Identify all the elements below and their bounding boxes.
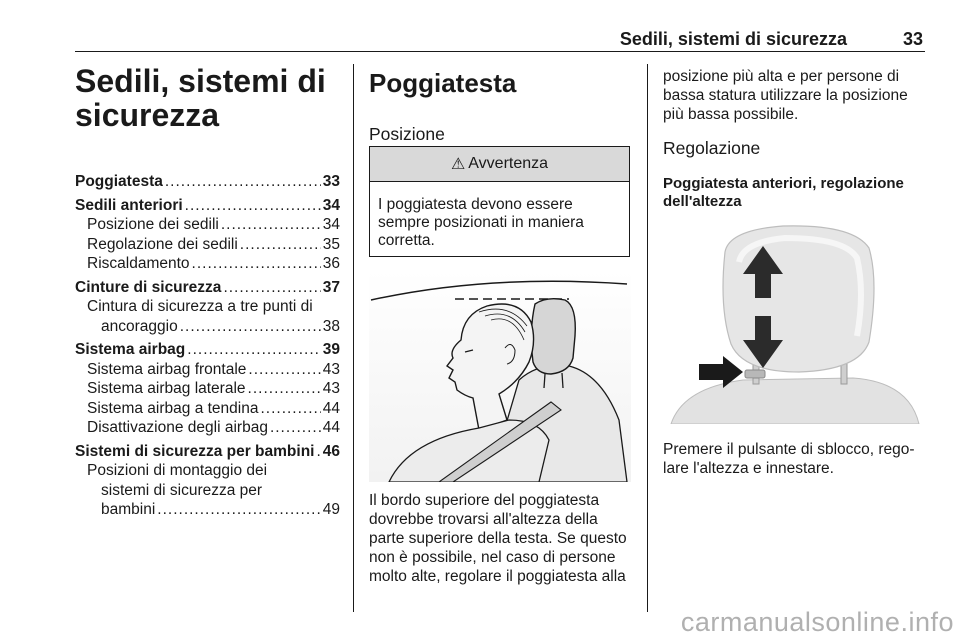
toc-entry[interactable]: Sedili anteriori ..... 34: [75, 196, 340, 216]
section-subtitle: Posizione: [369, 124, 445, 144]
toc-entry-line[interactable]: sistemi di sicurezza per: [101, 481, 263, 499]
watermark: carmanualsonline.info: [680, 607, 954, 637]
toc-entry[interactable]: Posizione dei sedili ..... 34: [75, 215, 340, 235]
body-text: Il bordo superiore del poggiatesta dovrebbe trovarsi all'altezza della parte superiore della testa. Se questo non è possibile, nel caso di persone molto alte, regolare il poggiatesta alla: [369, 492, 627, 585]
toc-entry[interactable]: ancoraggio ..... 38: [75, 317, 340, 337]
headrest-position-illustration: [369, 270, 631, 482]
warning-triangle-icon: ⚠: [450, 156, 466, 173]
section-title: Poggiatesta: [369, 68, 517, 98]
toc-entry[interactable]: Sistema airbag frontale ..... 43: [75, 360, 340, 380]
toc-title: Sedili, sistemi di sicurezza: [75, 63, 326, 133]
warning-text: I poggiatesta devono essere sempre posizionati in maniera corretta.: [378, 196, 584, 249]
page-number: 33: [902, 29, 923, 49]
toc-entry[interactable]: Regolazione dei sedili ..... 35: [75, 235, 340, 255]
toc-entry-line[interactable]: Posizioni di montaggio dei: [87, 462, 268, 479]
middle-body: [369, 491, 637, 586]
adjustment-heading: Regolazione: [663, 138, 761, 158]
figure-caption: Premere il pulsante di sblocco, rego-lare l'altezza e innestare.: [663, 441, 915, 477]
adjustment-subheading: Poggiatesta anteriori, regolazione dell'altezza: [663, 175, 904, 210]
column-divider-1: [353, 64, 354, 612]
warning-title: Avvertenza: [468, 155, 549, 172]
toc-entry-line[interactable]: Cintura di sicurezza a tre punti di: [87, 298, 313, 315]
toc-entry[interactable]: Riscaldamento ..... 36: [75, 254, 340, 274]
body-text-continued: posizione più alta e per persone di bassa statura utilizzare la posizione più bassa possibile.: [663, 68, 908, 123]
toc-column: [75, 64, 340, 520]
warning-box: [369, 146, 630, 257]
toc-entry[interactable]: Sistema airbag a tendina ..... 44: [75, 399, 340, 419]
middle-column: [369, 64, 634, 145]
toc-entry[interactable]: Sistema airbag laterale ..... 43: [75, 379, 340, 399]
running-title: Sedili, sistemi di sicurezza: [619, 29, 847, 49]
toc-entry[interactable]: Sistemi di sicurezza per bambini ..... 46: [75, 442, 340, 462]
toc-entry[interactable]: Disattivazione degli airbag ..... 44: [75, 418, 340, 438]
caption-block: [663, 440, 928, 478]
warning-header: [370, 147, 629, 182]
toc-entry[interactable]: Sistema airbag ..... 39: [75, 340, 340, 360]
page-header: [75, 27, 925, 52]
toc-entry[interactable]: Cinture di sicurezza ..... 37: [75, 278, 340, 298]
toc-entry[interactable]: bambini ..... 49: [75, 500, 340, 520]
column-divider-2: [647, 64, 648, 612]
toc-list: [75, 172, 340, 520]
right-column: [663, 67, 928, 211]
headrest-adjustment-illustration: [663, 212, 925, 424]
toc-entry[interactable]: Poggiatesta ..... 33: [75, 172, 340, 192]
